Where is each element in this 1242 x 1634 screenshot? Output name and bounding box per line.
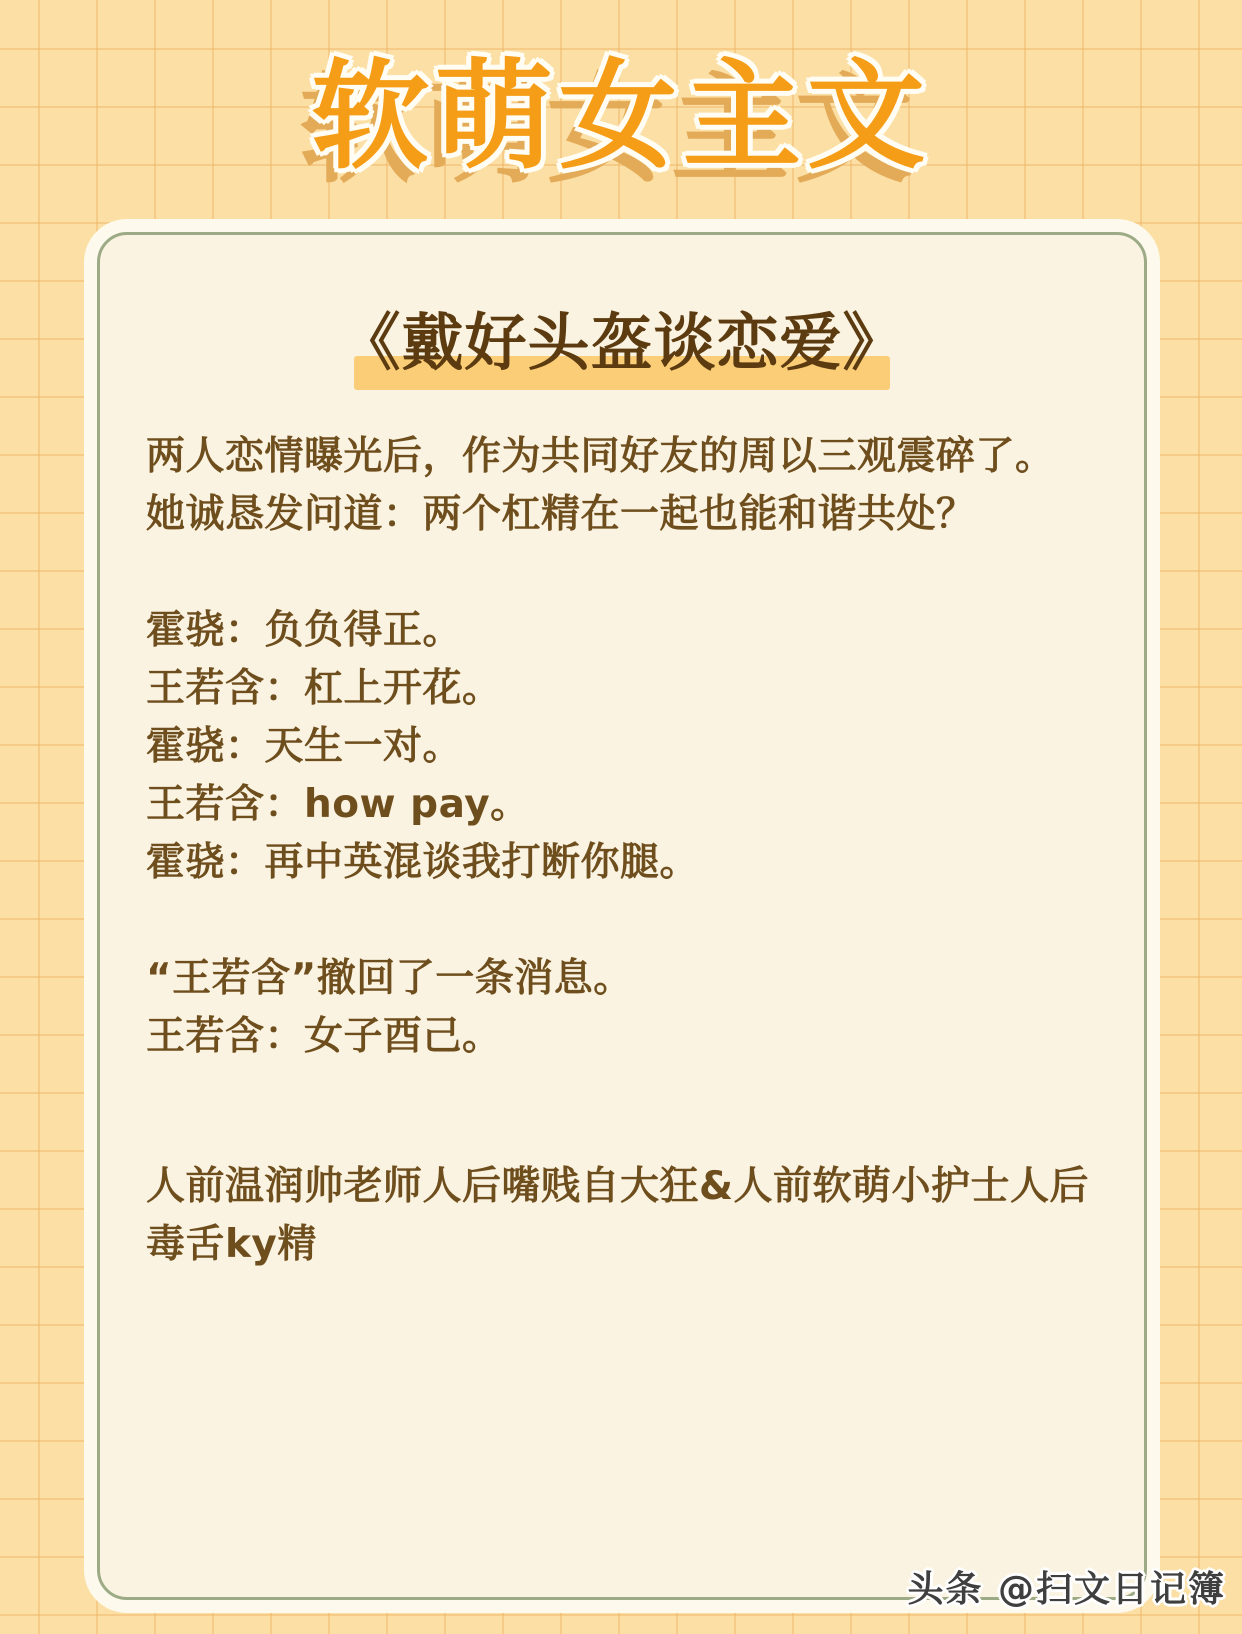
intro-paragraph — [146, 428, 1098, 544]
recall-line: 王若含：女子酉己。 — [146, 1014, 502, 1059]
intro-line-1: 两人恋情曝光后，作为共同好友的周以三观震碎了。 — [146, 434, 1055, 479]
dialogue-line: 霍骁：负负得正。 — [146, 608, 463, 653]
tags-line: 毒舌ky精 — [146, 1222, 317, 1267]
recommendation-card — [97, 232, 1147, 1600]
tags-paragraph — [146, 1158, 1098, 1274]
dialogue-line: 霍骁：再中英混谈我打断你腿。 — [146, 840, 700, 885]
page-title: 软萌女主文 — [310, 47, 931, 185]
book-title-block — [338, 293, 905, 382]
dialogue-line: 霍骁：天生一对。 — [146, 724, 463, 769]
book-description — [146, 428, 1098, 1274]
recall-paragraph — [146, 950, 1098, 1066]
dialogue-paragraph — [146, 602, 1098, 892]
watermark: 头条 @扫文日记簿 — [907, 1569, 1226, 1610]
dialogue-line: 王若含：杠上开花。 — [146, 666, 502, 711]
dialogue-line: 王若含：how pay。 — [146, 782, 530, 827]
tags-line: 人前温润帅老师人后嘴贱自大狂&人前软萌小护士人后 — [146, 1164, 1090, 1209]
book-title: 《戴好头盔谈恋爱》 — [338, 306, 906, 379]
intro-line-2: 她诚恳发问道：两个杠精在一起也能和谐共处？ — [146, 492, 976, 537]
recall-line: “王若含”撤回了一条消息。 — [146, 956, 633, 1001]
